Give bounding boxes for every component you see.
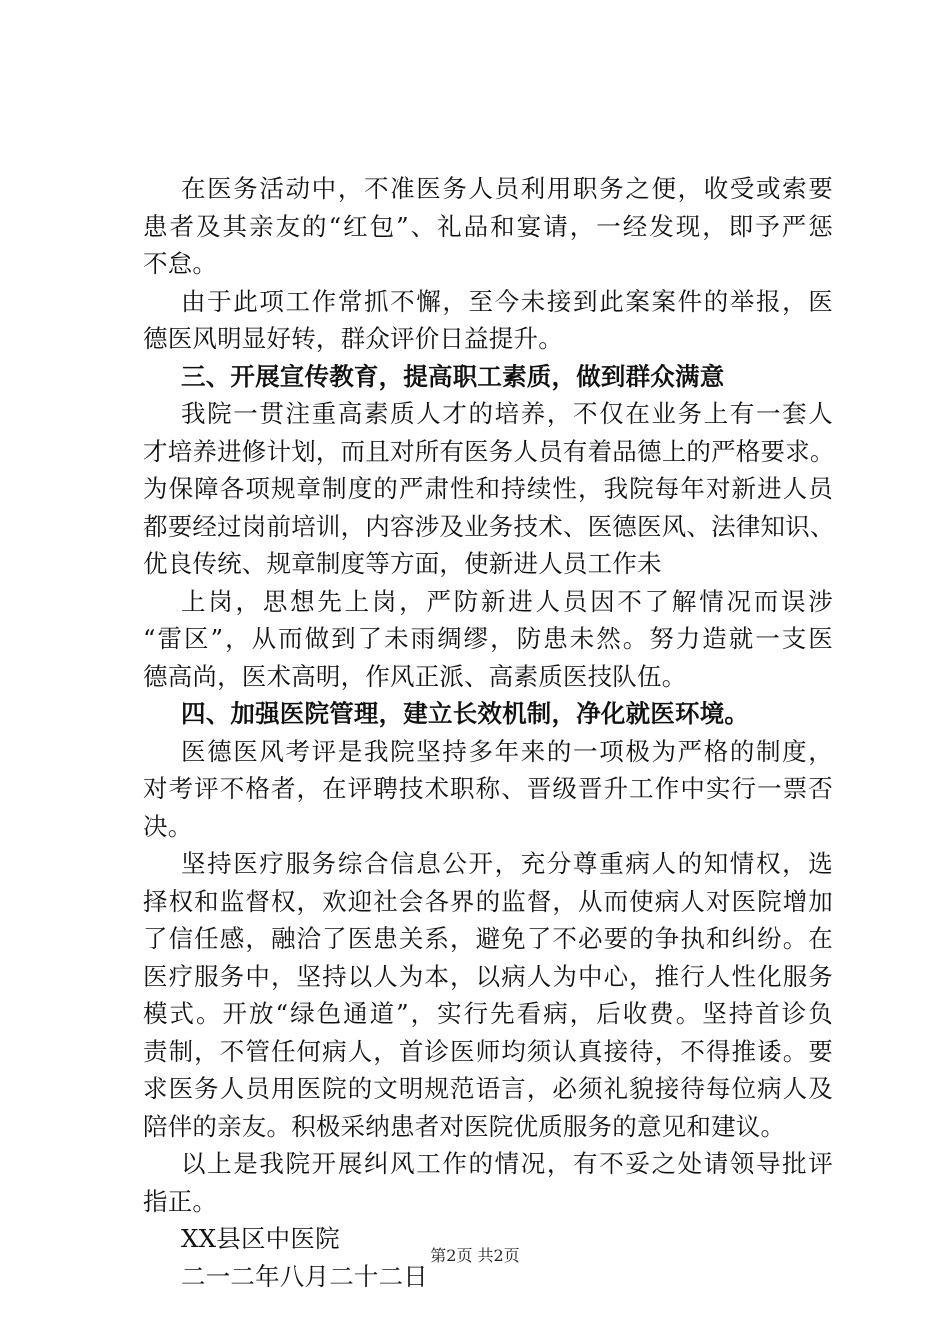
text-line: 医疗服务中，坚持以人为本，以病人为中心，推行人性化服务 <box>143 961 833 991</box>
text-line: 我院一贯注重高素质人才的培养，不仅在业务上有一套人 <box>181 399 833 428</box>
text-line: 指正。 <box>143 1186 218 1216</box>
text-line: 在医务活动中，不准医务人员利用职务之便，收受或索要 <box>181 174 833 203</box>
text-line: 不怠。 <box>143 249 218 278</box>
text-line: 择权和监督权，欢迎社会各界的监督，从而使病人对医院增加 <box>143 886 833 916</box>
text-line: 由于此项工作常抓不懈，至今未接到此案案件的举报，医 <box>181 286 833 316</box>
text-line: 德高尚，医术高明，作风正派、高素质医技队伍。 <box>143 661 687 691</box>
text-line: 以上是我院开展纠风工作的情况，有不妥之处请领导批评 <box>181 1149 833 1178</box>
text-line: 模式。开放“绿色通道”，实行先看病，后收费。坚持首诊负 <box>143 999 833 1028</box>
text-line: 医德医风考评是我院坚持多年来的一项极为严格的制度， <box>181 736 833 766</box>
text-line: 对考评不格者，在评聘技术职称、晋级晋升工作中实行一票否 <box>143 774 833 803</box>
text-line: 坚持医疗服务综合信息公开，充分尊重病人的知情权，选 <box>181 849 833 878</box>
section-heading: 三、开展宣传教育，提高职工素质，做到群众满意 <box>181 361 725 391</box>
section-heading: 四、加强医院管理，建立长效机制，净化就医环境。 <box>181 699 750 728</box>
text-line: 为保障各项规章制度的严肃性和持续性，我院每年对新进人员 <box>143 474 833 503</box>
page-footer: 第2页 共2页 <box>430 1246 520 1265</box>
text-line: 才培养进修计划，而且对所有医务人员有着品德上的严格要求。 <box>143 436 835 466</box>
text-line: 都要经过岗前培训，内容涉及业务技术、医德医风、法律知识、 <box>143 511 835 541</box>
text-line: 决。 <box>143 811 193 841</box>
text-line: 陪伴的亲友。积极采纳患者对医院优质服务的意见和建议。 <box>143 1111 786 1141</box>
text-line: 德医风明显好转，群众评价日益提升。 <box>143 324 563 353</box>
text-line: 了信任感，融洽了医患关系，避免了不必要的争执和纠纷。在 <box>143 924 833 953</box>
text-line: XX县区中医院 <box>181 1224 340 1253</box>
text-line: 求医务人员用医院的文明规范语言，必须礼貌接待每位病人及 <box>143 1074 833 1103</box>
text-line: 患者及其亲友的“红包”、礼品和宴请，一经发现，即予严惩 <box>143 211 833 241</box>
text-line: 优良传统、规章制度等方面，使新进人员工作未 <box>143 549 662 578</box>
text-line: 二一二年八月二十二日 <box>181 1261 428 1291</box>
document-body <box>143 170 833 1295</box>
text-line: 上岗，思想先上岗，严防新进人员因不了解情况而误涉 <box>181 586 833 616</box>
text-line: “雷区”，从而做到了未雨绸缪，防患未然。努力造就一支医 <box>143 624 833 653</box>
text-line: 责制，不管任何病人，首诊医师均须认真接待，不得推诿。要 <box>143 1036 833 1066</box>
